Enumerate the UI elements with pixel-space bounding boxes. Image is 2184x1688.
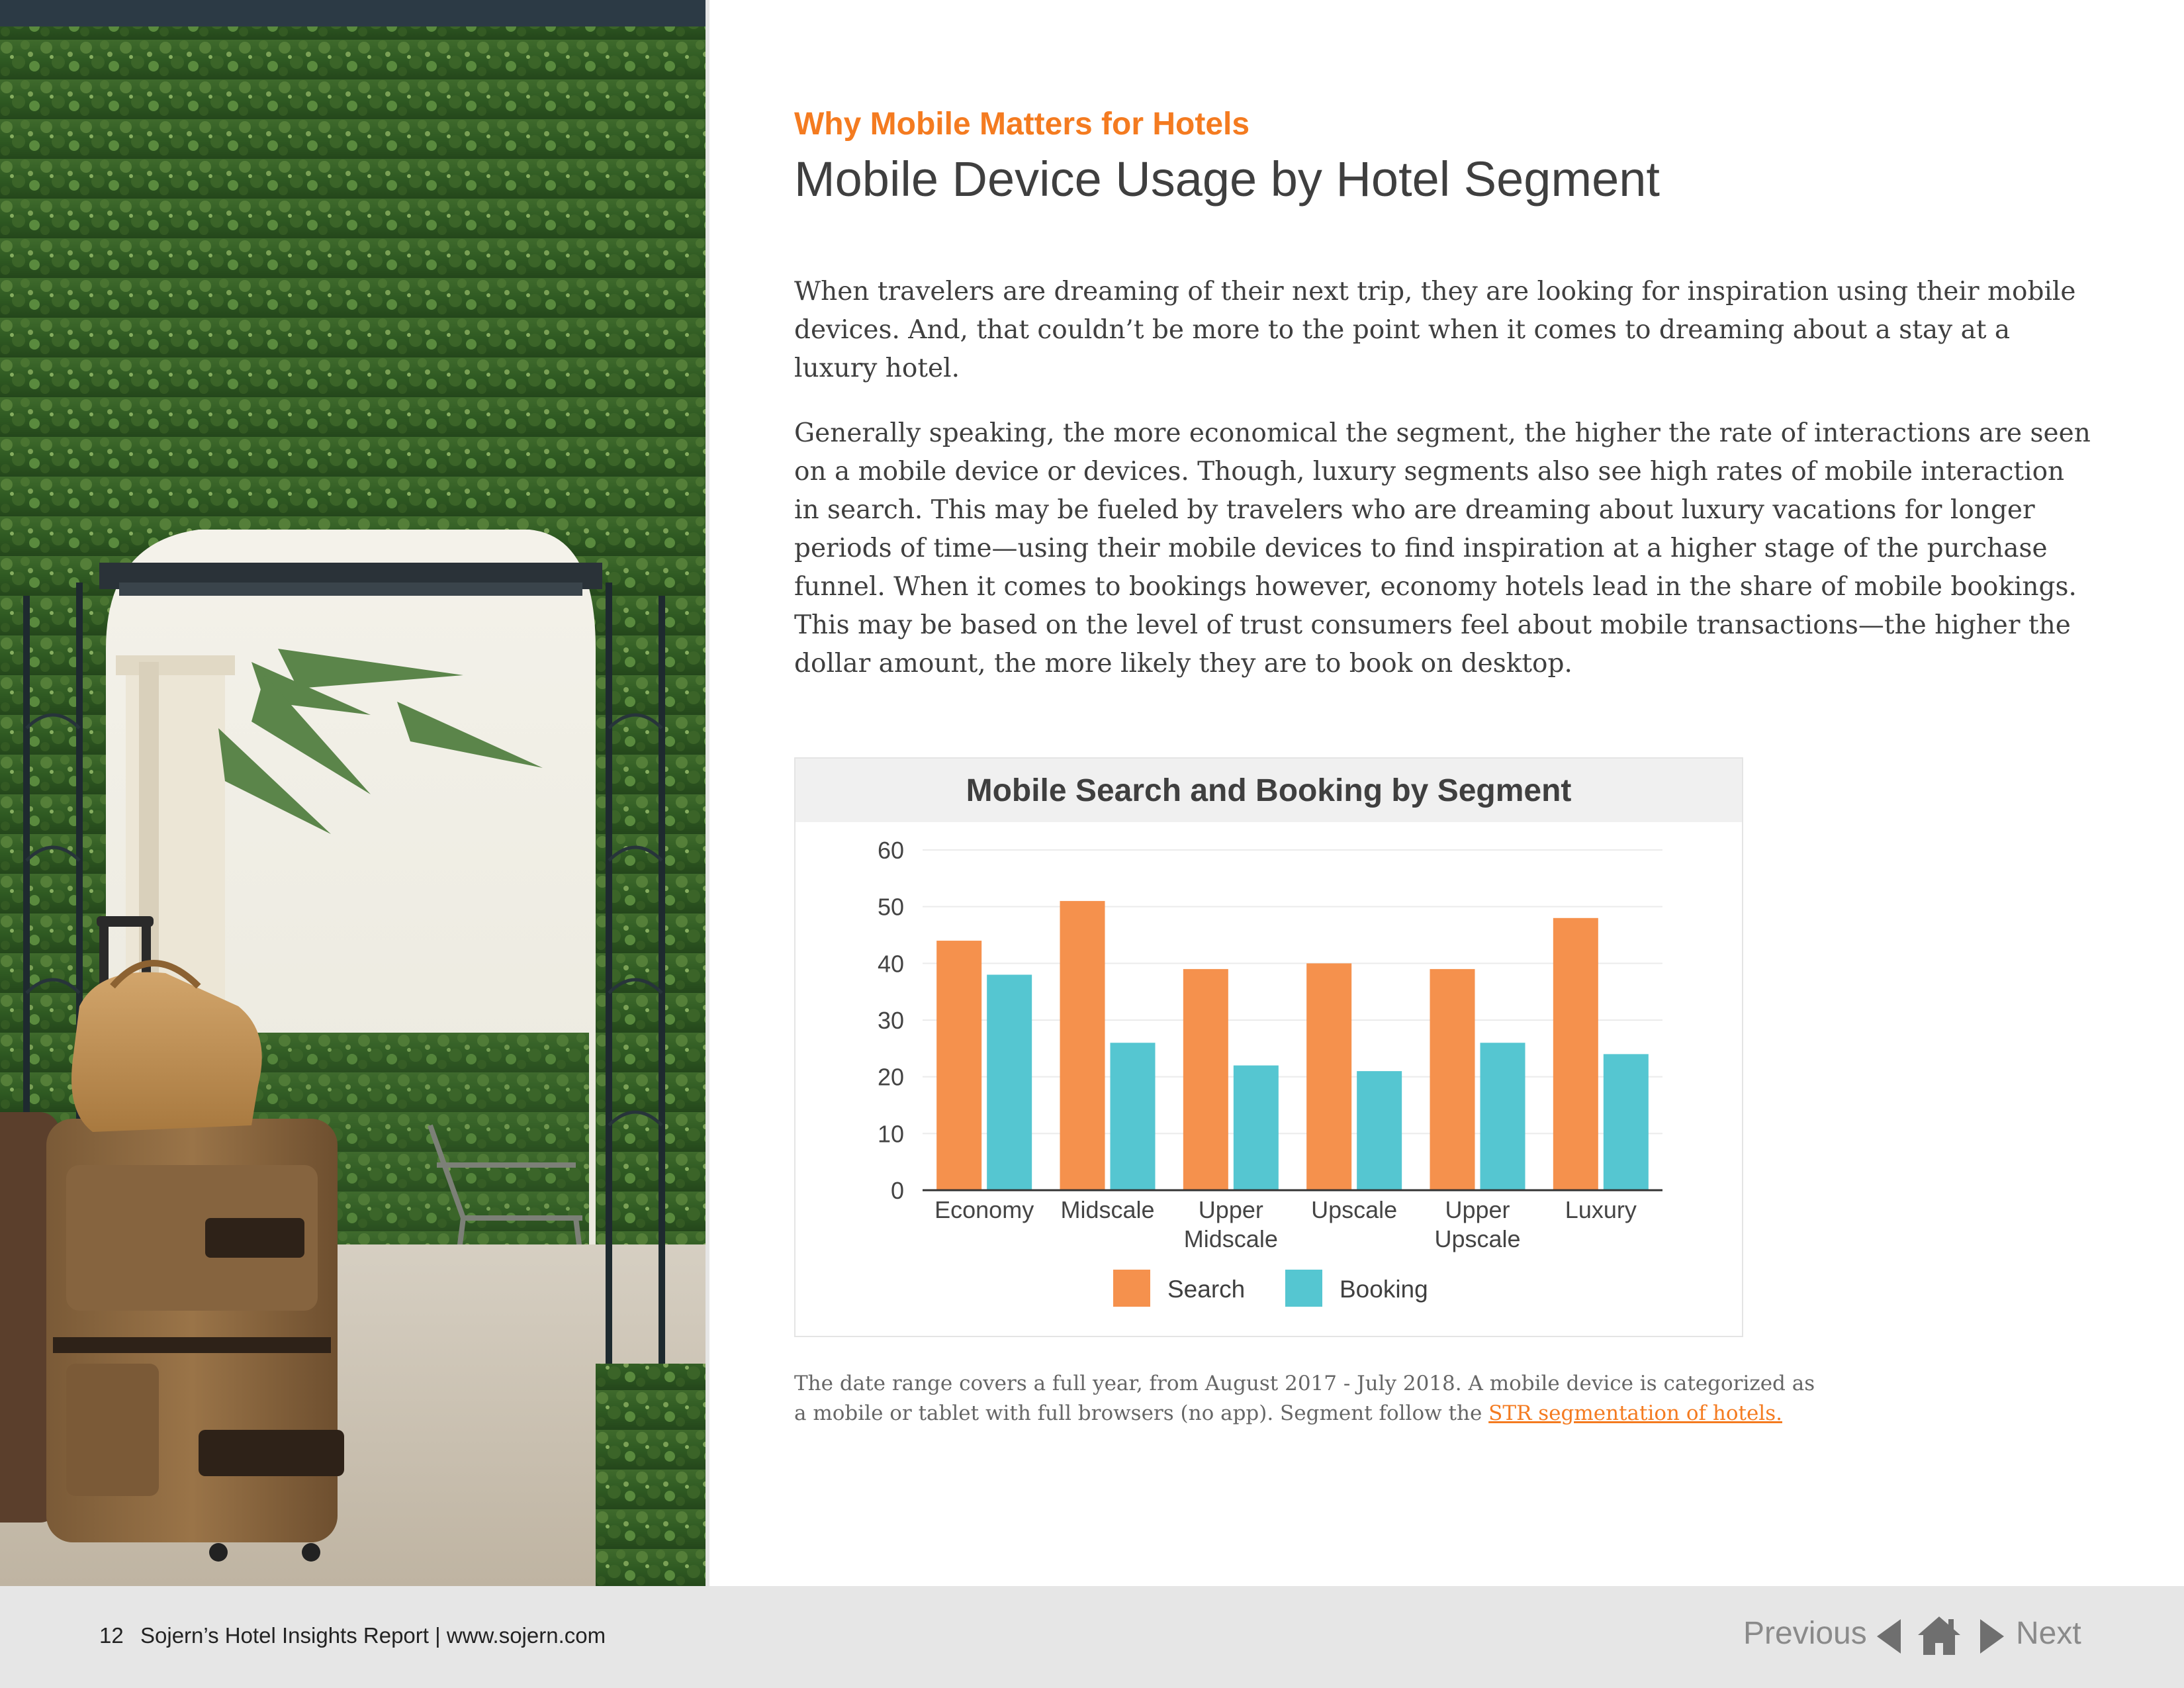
bar-booking bbox=[1604, 1054, 1649, 1190]
footer-report-title: Sojern’s Hotel Insights Report | www.sojern.com bbox=[140, 1623, 606, 1648]
legend-swatch-booking bbox=[1285, 1270, 1322, 1307]
arrow-right-icon[interactable] bbox=[1978, 1618, 2007, 1655]
y-tick-label: 40 bbox=[877, 950, 904, 978]
bar-booking bbox=[1111, 1043, 1156, 1190]
bar-booking bbox=[1480, 1043, 1525, 1190]
hotel-entrance-illustration bbox=[0, 0, 705, 1586]
body-paragraph-1: When travelers are dreaming of their next trip, they are looking for inspiration using their mobile devices. And, that couldn’t be more to the point when it comes to dreaming about a stay at a luxury hotel. bbox=[794, 277, 2076, 383]
bar-chart bbox=[796, 822, 1742, 1336]
x-tick-label: Upper bbox=[1198, 1196, 1263, 1223]
hero-photo bbox=[0, 0, 705, 1586]
x-tick-label: Midscale bbox=[1183, 1225, 1278, 1252]
home-icon[interactable] bbox=[1917, 1615, 1962, 1656]
y-tick-label: 10 bbox=[877, 1120, 904, 1148]
bar-search bbox=[1306, 963, 1351, 1190]
bar-booking bbox=[987, 974, 1032, 1190]
page-title: Mobile Device Usage by Hotel Segment bbox=[794, 152, 1660, 207]
previous-link[interactable]: Previous bbox=[1743, 1616, 1867, 1651]
y-tick-label: 20 bbox=[877, 1063, 904, 1091]
bar-search bbox=[1553, 918, 1598, 1190]
legend-label-search: Search bbox=[1167, 1276, 1246, 1303]
y-tick-label: 50 bbox=[877, 893, 904, 921]
chart-footnote bbox=[794, 1369, 1827, 1429]
x-tick-label: Economy bbox=[934, 1196, 1034, 1223]
footnote-text: The date range covers a full year, from August 2017 - July 2018. A mobile device is categorized as a mobile or tablet with full browsers (no app). Segment follow the bbox=[794, 1372, 1815, 1425]
y-tick-label: 0 bbox=[890, 1177, 904, 1204]
bar-booking bbox=[1234, 1066, 1279, 1190]
page-footer bbox=[0, 1586, 2184, 1688]
legend-swatch-search bbox=[1113, 1270, 1150, 1307]
x-tick-label: Luxury bbox=[1565, 1196, 1637, 1223]
bar-search bbox=[936, 941, 981, 1190]
body-paragraph-2: Generally speaking, the more economical the segment, the higher the rate of interactions are seen on a mobile device or devices. Though, luxury segments also see high rates of mobile interaction in search. This may be fueled by travelers who are dreaming about luxury vacations for longer periods of time—using their mobile devices to find inspiration at a higher stage of the purchase funnel. When it comes to bookings however, economy hotels lead in the share of mobile bookings. This may be based on the level of trust consumers feel about mobile transactions—the higher the dollar amount, the more likely they are to book on desktop. bbox=[794, 418, 2091, 679]
y-tick-label: 30 bbox=[877, 1007, 904, 1034]
chart-title: Mobile Search and Booking by Segment bbox=[966, 773, 1572, 808]
page-number: 12 bbox=[99, 1623, 124, 1648]
arrow-left-icon[interactable] bbox=[1874, 1618, 1903, 1655]
section-eyebrow: Why Mobile Matters for Hotels bbox=[794, 107, 1250, 142]
chart-header bbox=[796, 759, 1742, 822]
bar-search bbox=[1430, 969, 1475, 1190]
bar-booking bbox=[1357, 1071, 1402, 1190]
bar-search bbox=[1060, 901, 1105, 1190]
x-tick-label: Upper bbox=[1445, 1196, 1510, 1223]
str-segmentation-link[interactable]: STR segmentation of hotels. bbox=[1488, 1401, 1782, 1425]
bar-search bbox=[1183, 969, 1228, 1190]
x-tick-label: Upscale bbox=[1311, 1196, 1398, 1223]
legend-label-booking: Booking bbox=[1340, 1276, 1428, 1303]
x-tick-label: Upscale bbox=[1434, 1225, 1521, 1252]
chart-card bbox=[794, 757, 1743, 1337]
x-tick-label: Midscale bbox=[1060, 1196, 1155, 1223]
next-link[interactable]: Next bbox=[2016, 1616, 2081, 1651]
photo-divider bbox=[705, 0, 709, 1586]
y-tick-label: 60 bbox=[877, 837, 904, 864]
